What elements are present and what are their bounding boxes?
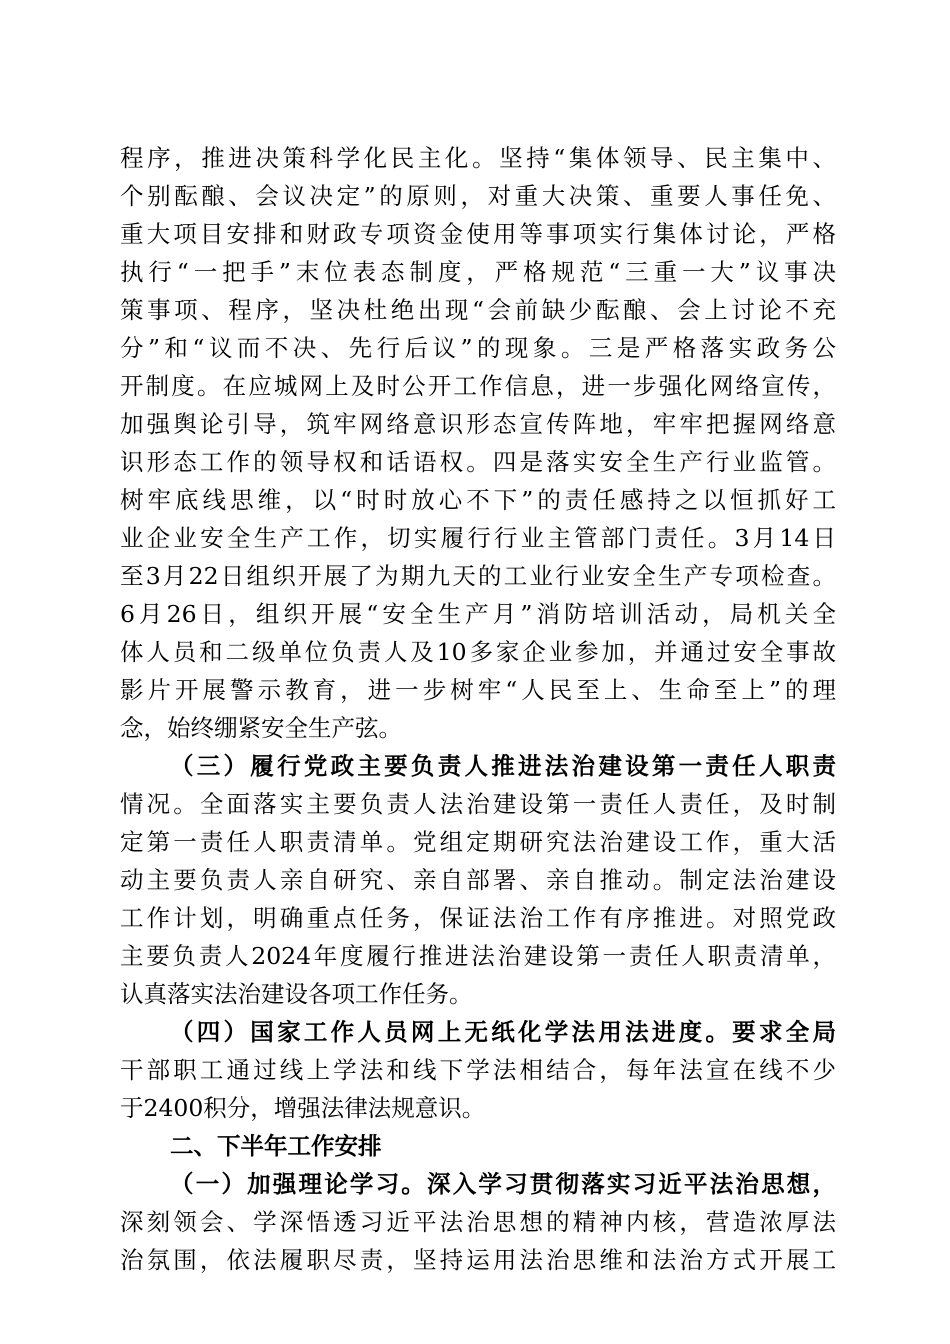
chapter-heading: 二、下半年工作安排 <box>170 1132 382 1160</box>
text-line: 干部职工通过线上学法和线下学法相结合，每年法宣在线不少 <box>120 1056 836 1084</box>
text-line: 策事项、程序，坚决杜绝出现“会前缺少酝酿、会上讨论不充 <box>120 296 836 324</box>
text-line: 开制度。在应城网上及时公开工作信息，进一步强化网络宣传， <box>120 372 836 400</box>
text-line: 治氛围，依法履职尽责，坚持运用法治思维和法治方式开展工 <box>120 1246 836 1274</box>
text-line: 树牢底线思维，以“时时放心不下”的责任感持之以恒抓好工 <box>120 486 836 514</box>
text-line: 于2400积分，增强法律法规意识。 <box>120 1094 486 1122</box>
text-line: 认真落实法治建设各项工作任务。 <box>120 980 473 1008</box>
text-line: 动主要负责人亲自研究、亲自部署、亲自推动。制定法治建设 <box>120 866 836 894</box>
text-line: 影片开展警示教育，进一步树牢“人民至上、生命至上”的理 <box>120 676 836 704</box>
text-line: 主要负责人2024年度履行推进法治建设第一责任人职责清单， <box>120 942 836 970</box>
text-line: 体人员和二级单位负责人及10多家企业参加，并通过安全事故 <box>120 638 836 666</box>
text-line: 深刻领会、学深悟透习近平法治思想的精神内核，营造浓厚法 <box>120 1208 836 1236</box>
section-heading-1: （一）加强理论学习。深入学习贯彻落实习近平法治思想， <box>170 1170 836 1198</box>
text-line: 6月26日，组织开展“安全生产月”消防培训活动，局机关全 <box>120 600 836 628</box>
text-line: 定第一责任人职责清单。党组定期研究法治建设工作，重大活 <box>120 828 836 856</box>
section-heading-4: （四）国家工作人员网上无纸化学法用法进度。要求全局 <box>170 1018 836 1046</box>
text-line: 识形态工作的领导权和话语权。四是落实安全生产行业监管。 <box>120 448 836 476</box>
section-heading-3: （三）履行党政主要负责人推进法治建设第一责任人职责 <box>170 752 836 780</box>
text-line: 重大项目安排和财政专项资金使用等事项实行集体讨论，严格 <box>120 220 836 248</box>
text-line: 至3月22日组织开展了为期九天的工业行业安全生产专项检查。 <box>120 562 836 590</box>
text-line: 情况。全面落实主要负责人法治建设第一责任人责任，及时制 <box>120 790 836 818</box>
text-line: 程序，推进决策科学化民主化。坚持“集体领导、民主集中、 <box>120 144 836 172</box>
text-line: 念，始终绷紧安全生产弦。 <box>120 714 402 742</box>
text-line: 执行“一把手”末位表态制度，严格规范“三重一大”议事决 <box>120 258 836 286</box>
text-line: 业企业安全生产工作，切实履行行业主管部门责任。3月14日 <box>120 524 836 552</box>
text-line: 个别酝酿、会议决定”的原则，对重大决策、重要人事任免、 <box>120 182 836 210</box>
text-line: 分”和“议而不决、先行后议”的现象。三是严格落实政务公 <box>120 334 836 362</box>
text-line: 加强舆论引导，筑牢网络意识形态宣传阵地，牢牢把握网络意 <box>120 410 836 438</box>
text-line: 工作计划，明确重点任务，保证法治工作有序推进。对照党政 <box>120 904 836 932</box>
